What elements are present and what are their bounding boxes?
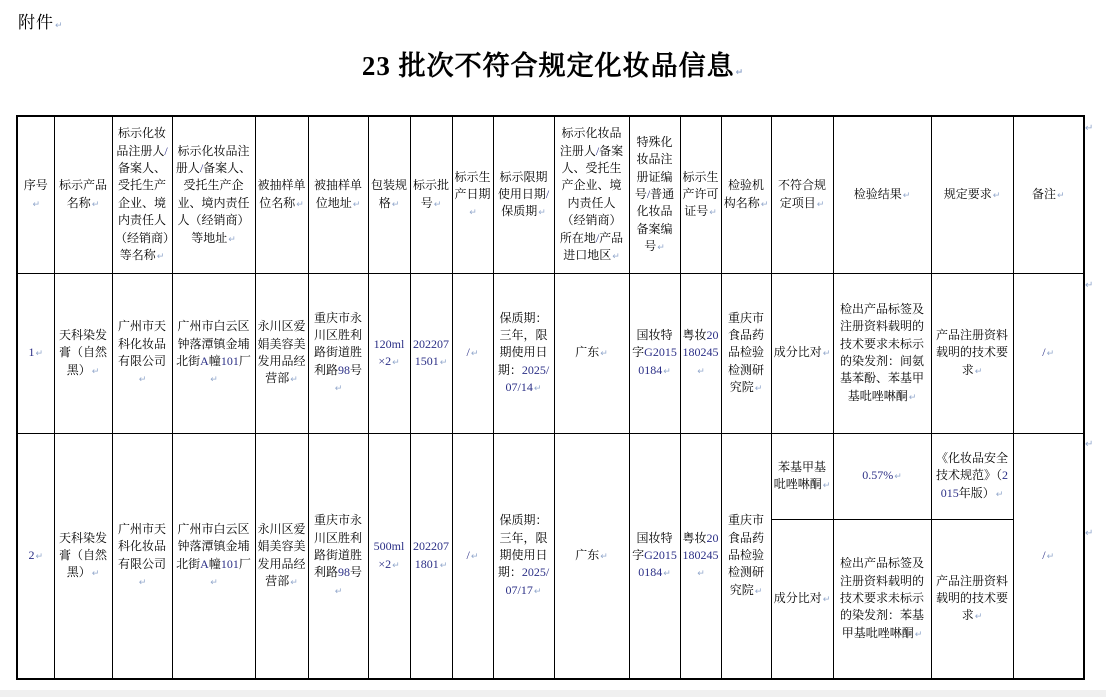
cell-license-no: 粤妆20180245 ↵ <box>680 433 721 679</box>
header-requirement: 规定要求 ↵ <box>931 116 1013 273</box>
header-noncompliant-item: 不符合规定项目 ↵ <box>771 116 833 273</box>
header-package-spec: 包装规格 ↵ <box>368 116 410 273</box>
cell-noncompliant-item: 成分比对 ↵ <box>771 519 833 679</box>
header-result: 检验结果 ↵ <box>833 116 931 273</box>
table-row <box>17 273 1084 433</box>
cell-inspection-agency: 重庆市食品药品检验检测研究院 ↵ <box>721 433 771 679</box>
cell-result: 检出产品标签及注册资料载明的技术要求未标示的染发剂：苯基甲基吡唑啉酮 ↵ <box>833 519 931 679</box>
cell-sampled-unit-name: 永川区爱娟美容美发用品经营部 ↵ <box>255 273 308 433</box>
header-row <box>17 116 1084 273</box>
cell-sampled-unit-address: 重庆市永川区胜利路街道胜利路98号 ↵ <box>308 433 368 679</box>
cell-sampled-unit-name: 永川区爱娟美容美发用品经营部 ↵ <box>255 433 308 679</box>
cell-region: 广东 ↵ <box>554 433 629 679</box>
cell-expiry: 保质期：三年，限期使用日期：2025/07/17 ↵ <box>493 433 554 679</box>
cell-product-name: 天科染发膏（自然黑） ↵ <box>54 433 112 679</box>
page-bottom-edge <box>0 690 1106 697</box>
header-product-name: 标示产品名称 ↵ <box>54 116 112 273</box>
table-row <box>17 433 1084 519</box>
header-sampled-unit-address: 被抽样单位地址 ↵ <box>308 116 368 273</box>
cell-serial-no: 1 ↵ <box>17 273 54 433</box>
cell-license-no: 粤妆20180245 ↵ <box>680 273 721 433</box>
cell-noncompliant-item: 苯基甲基吡唑啉酮 ↵ <box>771 433 833 519</box>
row-end-mark <box>1085 118 1099 130</box>
cell-expiry: 保质期：三年，限期使用日期：2025/07/14 ↵ <box>493 273 554 433</box>
cell-registrant-address: 广州市白云区钟落潭镇金埔北街A幢101厂 ↵ <box>172 273 255 433</box>
cell-note: / ↵ <box>1013 433 1084 679</box>
cell-production-date: / ↵ <box>452 273 493 433</box>
cell-requirement: 产品注册资料载明的技术要求 ↵ <box>931 273 1013 433</box>
cell-registration-no: 国妆特字G20150184 ↵ <box>629 433 680 679</box>
cell-package-spec: 500ml×2 ↵ <box>368 433 410 679</box>
row-end-mark <box>1085 434 1099 446</box>
noncompliant-cosmetics-table <box>16 115 1085 680</box>
row-end-mark <box>1085 275 1099 287</box>
attachment-label: 附件 ↵ <box>18 8 64 33</box>
cell-package-spec: 120ml×2 ↵ <box>368 273 410 433</box>
cell-registrant-address: 广州市白云区钟落潭镇金埔北街A幢101厂 ↵ <box>172 433 255 679</box>
cell-note: / ↵ <box>1013 273 1084 433</box>
cell-batch-no: 2022071501 ↵ <box>410 273 452 433</box>
cell-inspection-agency: 重庆市食品药品检验检测研究院 ↵ <box>721 273 771 433</box>
cell-sampled-unit-address: 重庆市永川区胜利路街道胜利路98号 ↵ <box>308 273 368 433</box>
header-registrant-name: 标示化妆品注册人/备案人、受托生产企业、境内责任人（经销商）等名称 ↵ <box>112 116 172 273</box>
cell-product-name: 天科染发膏（自然黑） ↵ <box>54 273 112 433</box>
header-registration-no: 特殊化妆品注册证编号/普通化妆品备案编号 ↵ <box>629 116 680 273</box>
header-sampled-unit-name: 被抽样单位名称 ↵ <box>255 116 308 273</box>
cell-registration-no: 国妆特字G20150184 ↵ <box>629 273 680 433</box>
header-inspection-agency: 检验机构名称 ↵ <box>721 116 771 273</box>
header-region: 标示化妆品注册人/备案人、受托生产企业、境内责任人（经销商）所在地/产品进口地区 ↵ <box>554 116 629 273</box>
header-batch-no: 标示批号 ↵ <box>410 116 452 273</box>
cell-requirement: 产品注册资料载明的技术要求 ↵ <box>931 519 1013 679</box>
cell-serial-no: 2 ↵ <box>17 433 54 679</box>
header-expiry: 标示限期使用日期/保质期 ↵ <box>493 116 554 273</box>
cell-registrant-name: 广州市天科化妆品有限公司 ↵ <box>112 433 172 679</box>
page-title: 23 批次不符合规定化妆品信息 ↵ <box>0 44 1106 83</box>
cell-result: 0.57% ↵ <box>833 433 931 519</box>
cell-region: 广东 ↵ <box>554 273 629 433</box>
header-license-no: 标示生产许可证号 ↵ <box>680 116 721 273</box>
cell-batch-no: 2022071801 ↵ <box>410 433 452 679</box>
cell-noncompliant-item: 成分比对 ↵ <box>771 273 833 433</box>
header-production-date: 标示生产日期 ↵ <box>452 116 493 273</box>
cell-requirement: 《化妆品安全技术规范》（2015年版） ↵ <box>931 433 1013 519</box>
row-end-mark <box>1085 523 1099 535</box>
cell-registrant-name: 广州市天科化妆品有限公司 ↵ <box>112 273 172 433</box>
header-registrant-address: 标示化妆品注册人/备案人、受托生产企业、境内责任人（经销商）等地址 ↵ <box>172 116 255 273</box>
header-note: 备注 ↵ <box>1013 116 1084 273</box>
cell-result: 检出产品标签及注册资料载明的技术要求未标示的染发剂：间氨基苯酚、苯基甲基吡唑啉酮 ↵ <box>833 273 931 433</box>
header-serial-no: 序号 ↵ <box>17 116 54 273</box>
cell-production-date: / ↵ <box>452 433 493 679</box>
